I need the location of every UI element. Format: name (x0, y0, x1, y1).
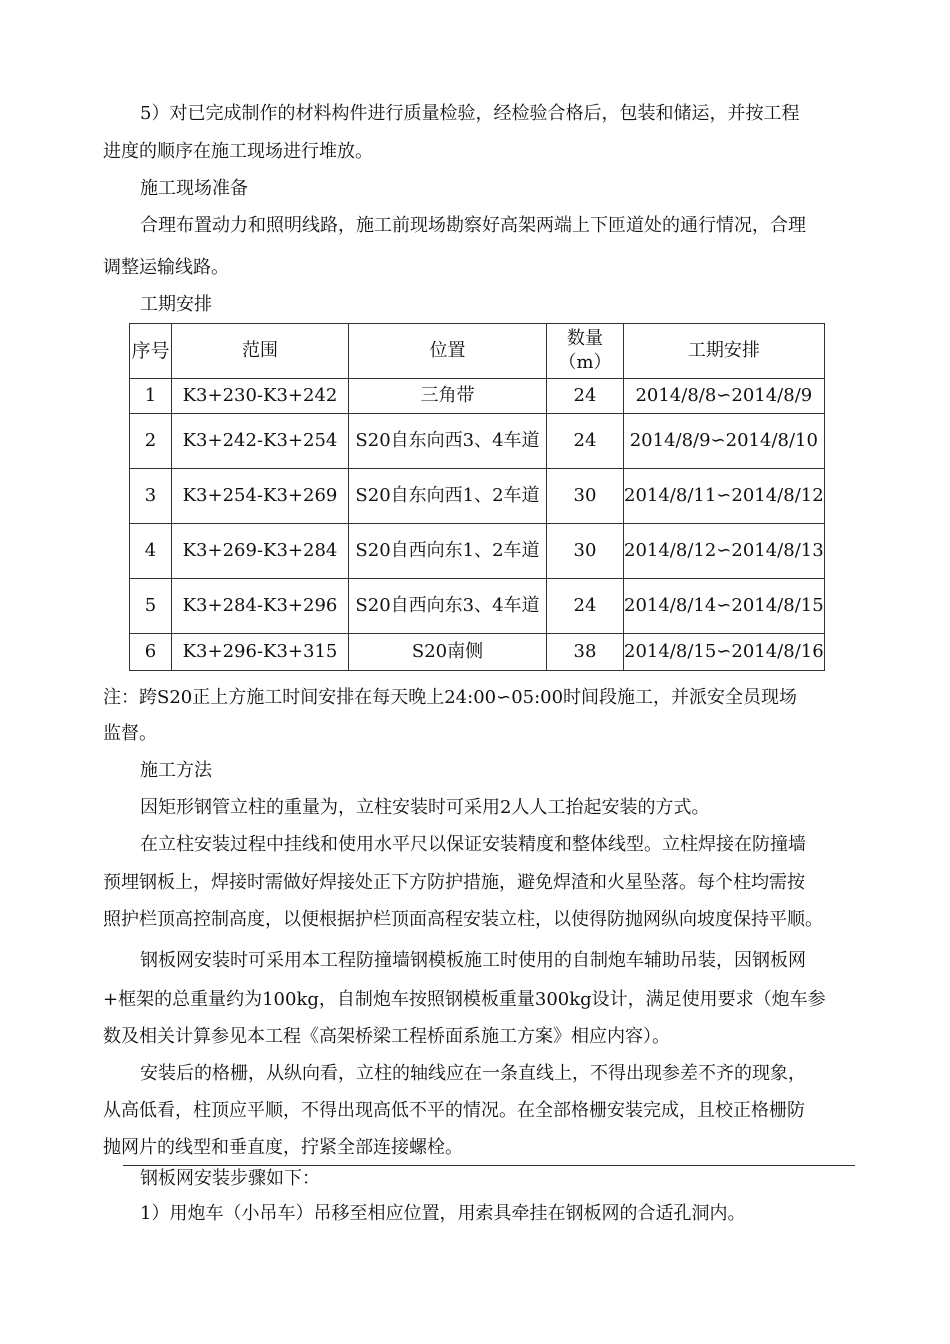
cell-position: S20自东向西1、2车道 (349, 469, 547, 524)
cell-seq: 3 (130, 469, 172, 524)
cell-seq: 4 (130, 524, 172, 579)
paragraph-line: 预埋钢板上，焊接时需做好焊接处正下方防护措施，避免焊渣和火星坠落。每个柱均需按 (103, 872, 805, 893)
table-row (130, 634, 825, 671)
cell-range: K3+242-K3+254 (172, 414, 349, 469)
paragraph-line: 数及相关计算参见本工程《高架桥梁工程桥面系施工方案》相应内容）。 (103, 1026, 670, 1047)
horizontal-divider (123, 1165, 855, 1166)
section-heading: 施工现场准备 (140, 178, 248, 199)
table-header-row (130, 324, 825, 379)
paragraph-line: 抛网片的线型和垂直度，拧紧全部连接螺栓。 (103, 1137, 463, 1158)
cell-position: 三角带 (349, 379, 547, 414)
note-line: 监督。 (103, 723, 157, 744)
cell-period: 2014/8/14∽2014/8/15 (624, 579, 825, 634)
cell-seq: 6 (130, 634, 172, 671)
paragraph-line: 在立柱安装过程中挂线和使用水平尺以保证安装精度和整体线型。立柱焊接在防撞墙 (140, 834, 806, 855)
section-heading: 工期安排 (140, 294, 212, 315)
header-period: 工期安排 (624, 324, 825, 379)
paragraph-line: 安装后的格栅，从纵向看，立柱的轴线应在一条直线上，不得出现参差不齐的现象， (140, 1063, 806, 1084)
cell-position: S20南侧 (349, 634, 547, 671)
paragraph-line: 合理布置动力和照明线路，施工前现场勘察好高架两端上下匝道处的通行情况，合理 (140, 215, 806, 236)
paragraph-line: +框架的总重量约为100kg，自制炮车按照钢模板重量300kg设计，满足使用要求（炮车参 (103, 989, 826, 1010)
schedule-table (129, 323, 825, 671)
cell-position: S20自西向东1、2车道 (349, 524, 547, 579)
cell-period: 2014/8/15∽2014/8/16 (624, 634, 825, 671)
cell-position: S20自东向西3、4车道 (349, 414, 547, 469)
note-line: 注：跨S20正上方施工时间安排在每天晚上24:00∽05:00时间段施工，并派安全员现场 (103, 687, 798, 708)
step-line: 1）用炮车（小吊车）吊移至相应位置，用索具牵挂在钢板网的合适孔洞内。 (140, 1203, 746, 1224)
cell-qty: 30 (547, 469, 624, 524)
table-row (130, 414, 825, 469)
header-seq: 序号 (130, 324, 172, 379)
cell-range: K3+269-K3+284 (172, 524, 349, 579)
cell-seq: 1 (130, 379, 172, 414)
paragraph-line: 调整运输线路。 (103, 257, 229, 278)
cell-seq: 2 (130, 414, 172, 469)
cell-range: K3+284-K3+296 (172, 579, 349, 634)
cell-qty: 24 (547, 414, 624, 469)
cell-qty: 30 (547, 524, 624, 579)
table-row (130, 469, 825, 524)
cell-qty: 24 (547, 379, 624, 414)
cell-period: 2014/8/12∽2014/8/13 (624, 524, 825, 579)
section-heading: 施工方法 (140, 760, 212, 781)
table-row (130, 524, 825, 579)
table-row (130, 379, 825, 414)
paragraph-line: 照护栏顶高控制高度，以便根据护栏顶面高程安装立柱，以使得防抛网纵向坡度保持平顺。 (103, 909, 823, 930)
cell-range: K3+296-K3+315 (172, 634, 349, 671)
cell-period: 2014/8/8∽2014/8/9 (624, 379, 825, 414)
cell-period: 2014/8/9∽2014/8/10 (624, 414, 825, 469)
section-heading: 钢板网安装步骤如下： (140, 1168, 320, 1189)
paragraph-line: 因矩形钢管立柱的重量为，立柱安装时可采用2人人工抬起安装的方式。 (140, 797, 710, 818)
cell-period: 2014/8/11∽2014/8/12 (624, 469, 825, 524)
cell-seq: 5 (130, 579, 172, 634)
paragraph-line: 进度的顺序在施工现场进行堆放。 (103, 141, 373, 162)
cell-range: K3+254-K3+269 (172, 469, 349, 524)
cell-qty: 38 (547, 634, 624, 671)
paragraph-line: 从高低看，柱顶应平顺，不得出现高低不平的情况。在全部格栅安装完成，且校正格栅防 (103, 1100, 805, 1121)
header-range: 范围 (172, 324, 349, 379)
cell-position: S20自西向东3、4车道 (349, 579, 547, 634)
cell-qty: 24 (547, 579, 624, 634)
header-position: 位置 (349, 324, 547, 379)
table-row (130, 579, 825, 634)
cell-range: K3+230-K3+242 (172, 379, 349, 414)
paragraph-line: 钢板网安装时可采用本工程防撞墙钢模板施工时使用的自制炮车辅助吊装，因钢板网 (140, 950, 806, 971)
paragraph-line: 5）对已完成制作的材料构件进行质量检验，经检验合格后，包装和储运，并按工程 (140, 103, 800, 124)
header-qty: 数量（m） (547, 324, 624, 379)
